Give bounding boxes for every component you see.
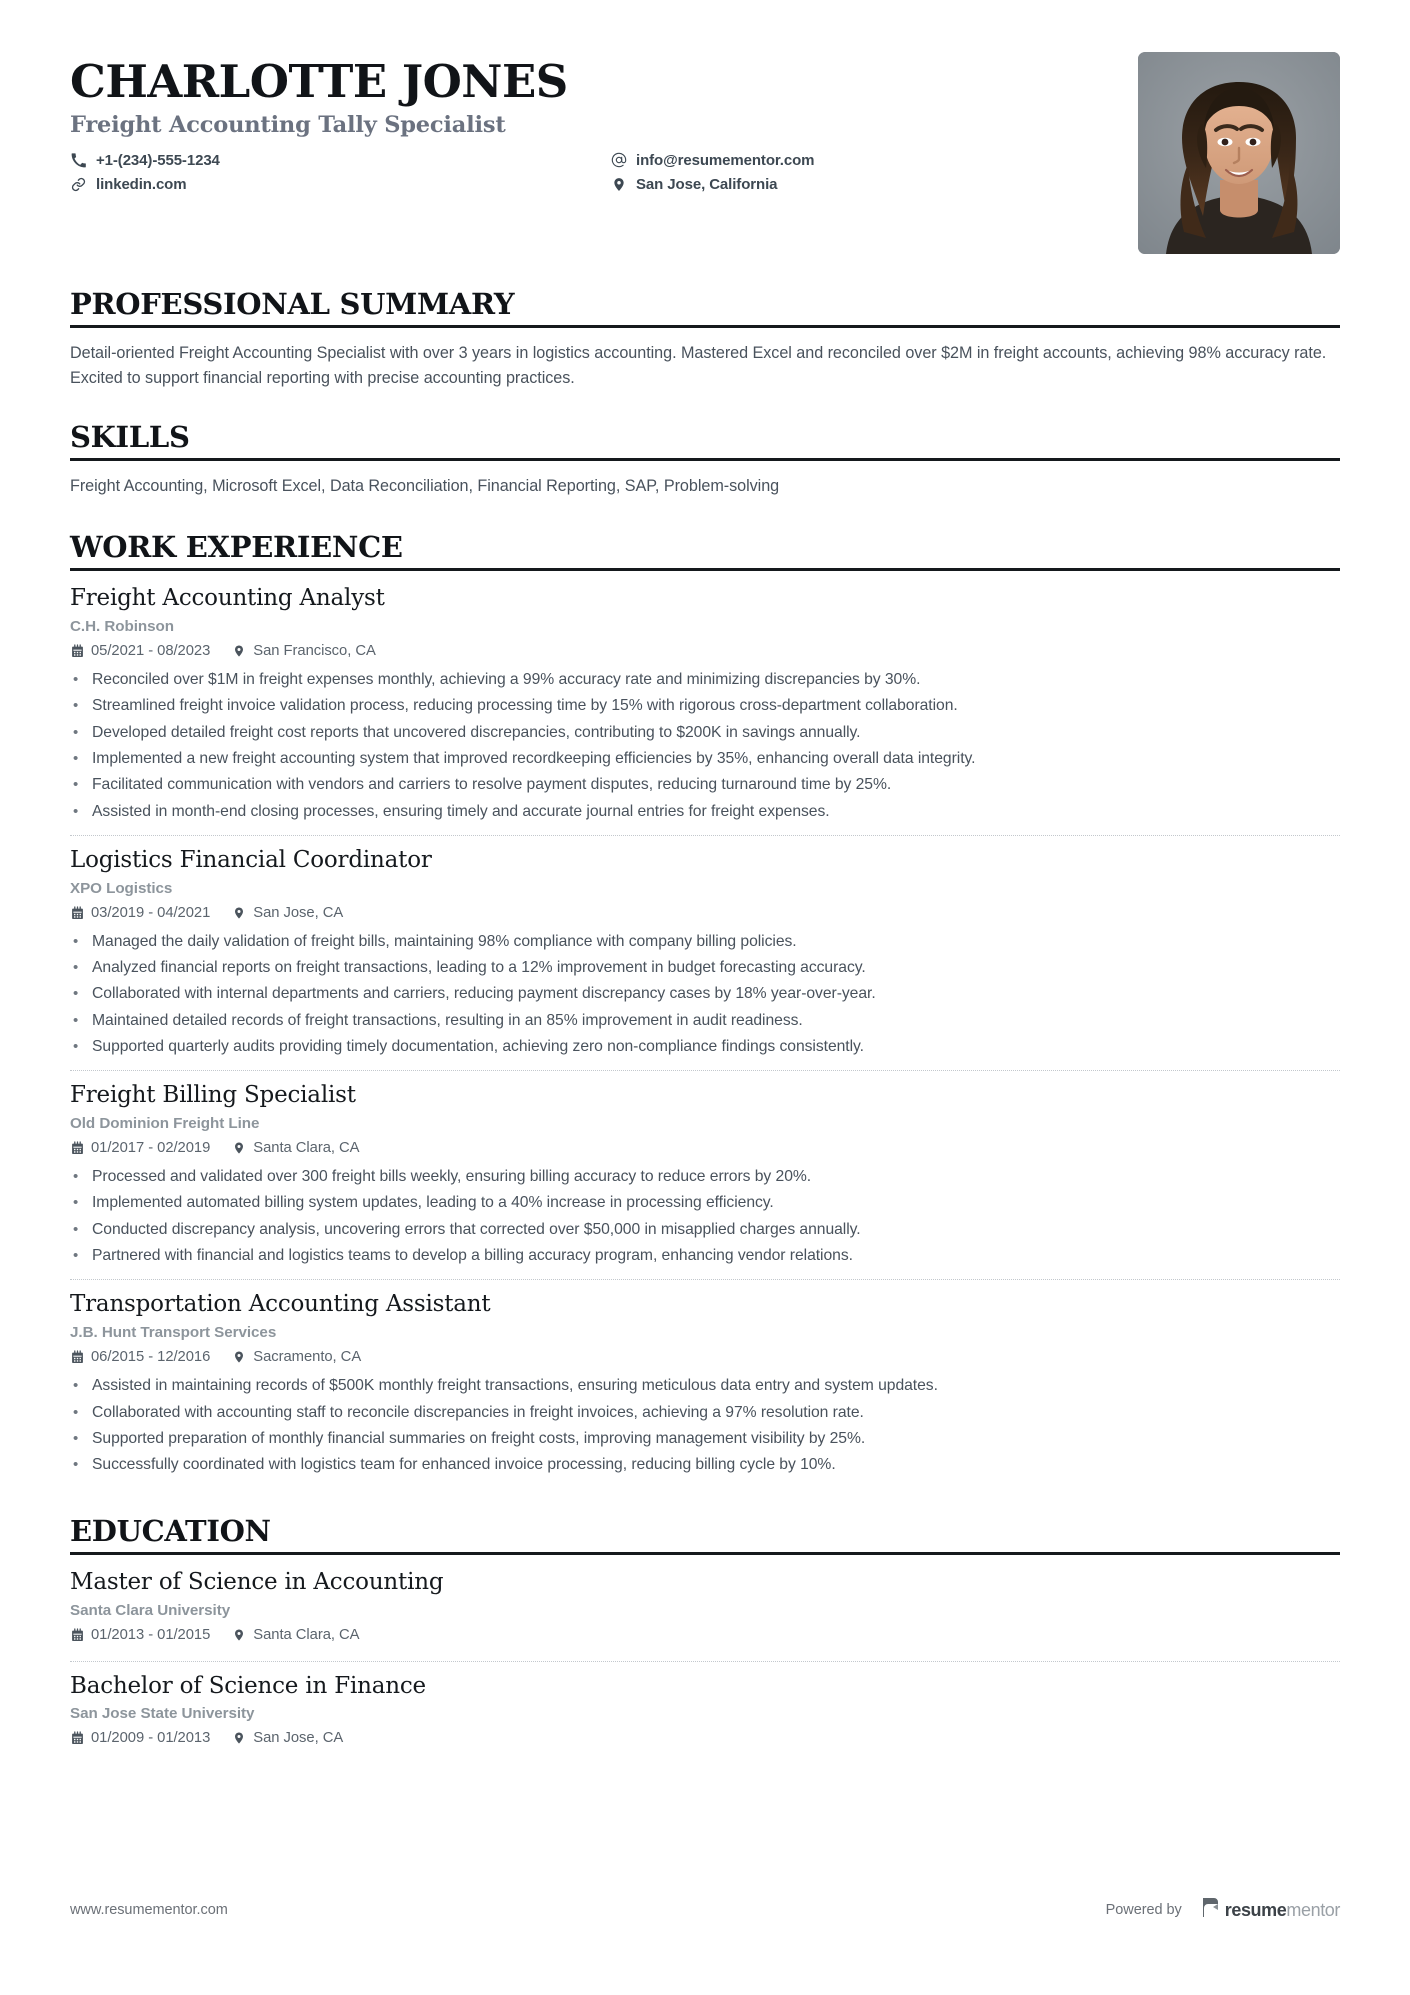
bullet-marker: • xyxy=(73,1038,79,1056)
bullet-text: Supported quarterly audits providing timely documentation, achieving zero non-compliance findings consistently. xyxy=(92,1038,864,1056)
education-entry-title: Master of Science in Accounting xyxy=(70,1568,444,1595)
link-icon xyxy=(70,177,87,192)
experience-entry-organization: Old Dominion Freight Line xyxy=(70,1115,260,1133)
header-left xyxy=(70,52,1138,193)
bullet-marker: • xyxy=(73,985,79,1003)
bullet-text: Implemented a new freight accounting system that improved recordkeeping efficiencies by 35%, enhancing overall data integrity. xyxy=(92,750,976,768)
map-pin-icon xyxy=(232,906,246,920)
experience-entry-dates-text: 05/2021 - 08/2023 xyxy=(91,643,211,660)
bullet-item xyxy=(70,668,1340,694)
resume-footer xyxy=(70,1897,1340,1923)
skills-text: Freight Accounting, Microsoft Excel, Data Reconciliation, Financial Reporting, SAP, Problem-solving xyxy=(70,477,780,496)
bullet-marker: • xyxy=(73,1429,79,1447)
bullet-item xyxy=(70,1191,1340,1217)
section-title-education: EDUCATION xyxy=(70,1513,271,1548)
bullet-marker: • xyxy=(73,932,79,950)
at-sign-icon xyxy=(610,152,627,168)
bullet-text: Collaborated with accounting staff to reconcile discrepancies in freight invoices, achieving a 97% resolution rate. xyxy=(92,1403,864,1421)
contact-column-left xyxy=(70,152,610,193)
experience-entry-location xyxy=(232,1140,359,1156)
bullet-marker: • xyxy=(73,1220,79,1238)
bullet-marker: • xyxy=(73,697,79,715)
experience-entry-meta xyxy=(70,1349,1340,1365)
bullet-marker: • xyxy=(73,723,79,741)
contact-phone[interactable] xyxy=(70,152,610,169)
education-entry-dates xyxy=(70,1627,210,1643)
calendar-icon xyxy=(70,1731,84,1745)
experience-entry-title: Logistics Financial Coordinator xyxy=(70,847,432,873)
map-pin-icon xyxy=(232,1731,246,1745)
experience-entry-dates-text: 03/2019 - 04/2021 xyxy=(91,904,211,921)
bullet-item xyxy=(70,1218,1340,1244)
brand-text-light: mentor xyxy=(1286,1900,1340,1920)
education-entry xyxy=(70,1661,1340,1747)
experience-entry-location xyxy=(232,643,376,659)
bullet-item xyxy=(70,1427,1340,1453)
experience-entry-dates xyxy=(70,905,210,921)
candidate-name: CHARLOTTE JONES xyxy=(70,55,568,108)
bullet-text: Conducted discrepancy analysis, uncovering errors that corrected over $50,000 in misapplied charges annually. xyxy=(92,1220,861,1238)
section-title-experience: WORK EXPERIENCE xyxy=(70,529,403,564)
section-skills xyxy=(70,421,1340,499)
education-entry-dates-text: 01/2009 - 01/2013 xyxy=(91,1730,211,1747)
calendar-icon xyxy=(70,1141,84,1155)
bullet-item xyxy=(70,930,1340,956)
bullet-text: Developed detailed freight cost reports that uncovered discrepancies, contributing to $200K in savings annually. xyxy=(92,723,861,741)
education-entry-meta xyxy=(70,1627,1340,1643)
calendar-icon xyxy=(70,644,84,658)
experience-entry-bullets xyxy=(70,1165,1340,1270)
contact-grid xyxy=(70,152,1138,193)
bullet-text: Supported preparation of monthly financial summaries on freight costs, improving management visibility by 25%. xyxy=(92,1429,866,1447)
experience-entry-dates xyxy=(70,1140,210,1156)
footer-url[interactable]: www.resumementor.com xyxy=(70,1902,228,1918)
calendar-icon xyxy=(70,1350,84,1364)
map-pin-icon xyxy=(232,1141,246,1155)
bullet-item xyxy=(70,1244,1340,1270)
contact-location xyxy=(610,176,814,193)
bullet-text: Implemented automated billing system updates, leading to a 40% increase in processing efficiency. xyxy=(92,1194,774,1212)
education-entry xyxy=(70,1568,1340,1661)
experience-entry-dates-text: 06/2015 - 12/2016 xyxy=(91,1349,211,1366)
section-rule-education xyxy=(70,1552,1340,1555)
bullet-text: Facilitated communication with vendors and carriers to resolve payment disputes, reducing turnaround time by 25%. xyxy=(92,776,892,794)
brand-text-bold: resume xyxy=(1224,1900,1287,1920)
bullet-marker: • xyxy=(73,802,79,820)
bullet-item xyxy=(70,694,1340,720)
bookmark-icon xyxy=(1202,1897,1219,1923)
bullet-text: Processed and validated over 300 freight bills weekly, ensuring billing accuracy to reduce errors by 20%. xyxy=(92,1168,812,1186)
experience-entry-location-text: Sacramento, CA xyxy=(253,1349,362,1366)
education-entry-dates xyxy=(70,1730,210,1746)
bullet-text: Streamlined freight invoice validation process, reducing processing time by 15% with rigorous cross-department collaboration. xyxy=(92,697,958,715)
section-rule-experience xyxy=(70,568,1340,571)
contact-linkedin-text: linkedin.com xyxy=(96,175,187,193)
experience-entry xyxy=(70,835,1340,1070)
experience-entry xyxy=(70,1070,1340,1279)
experience-entry-dates xyxy=(70,1349,210,1365)
candidate-job-title: Freight Accounting Tally Specialist xyxy=(70,111,506,138)
experience-entry-organization: XPO Logistics xyxy=(70,879,173,897)
resume-header xyxy=(70,52,1340,254)
phone-icon xyxy=(70,153,87,168)
bullet-item xyxy=(70,1374,1340,1400)
experience-entry-meta xyxy=(70,1140,1340,1156)
experience-entry-bullets xyxy=(70,1374,1340,1479)
bullet-item xyxy=(70,1035,1340,1061)
bullet-text: Partnered with financial and logistics teams to develop a billing accuracy program, enhancing vendor relations. xyxy=(92,1247,853,1265)
experience-entry-dates xyxy=(70,643,210,659)
experience-entry xyxy=(70,1279,1340,1488)
bullet-marker: • xyxy=(73,1011,79,1029)
summary-text: Detail-oriented Freight Accounting Specialist with over 3 years in logistics accounting. Mastered Excel and reconciled over $2M in freight accounts, achieving 98% accuracy rate. Excited to support financial reporting with precise accounting practices. xyxy=(70,344,1327,388)
bullet-text: Assisted in maintaining records of $500K monthly freight transactions, ensuring meticulous data entry and system updates. xyxy=(92,1377,938,1395)
calendar-icon xyxy=(70,906,84,920)
experience-entry-bullets xyxy=(70,668,1340,826)
education-entry-organization: Santa Clara University xyxy=(70,1601,231,1619)
experience-list xyxy=(70,584,1340,1488)
bullet-text: Maintained detailed records of freight transactions, resulting in an 85% improvement in audit readiness. xyxy=(92,1011,803,1029)
experience-entry-location-text: San Jose, CA xyxy=(253,904,344,921)
bullet-item xyxy=(70,1453,1340,1479)
experience-entry xyxy=(70,584,1340,835)
bullet-item xyxy=(70,800,1340,826)
experience-entry-meta xyxy=(70,905,1340,921)
bullet-item xyxy=(70,1165,1340,1191)
bullet-marker: • xyxy=(73,959,79,977)
map-pin-icon xyxy=(232,1350,246,1364)
brand-wordmark xyxy=(1225,1901,1340,1919)
powered-by-label: Powered by xyxy=(1105,1902,1182,1918)
experience-entry-organization: C.H. Robinson xyxy=(70,618,174,636)
experience-entry-location-text: Santa Clara, CA xyxy=(253,1140,360,1157)
section-rule-skills xyxy=(70,458,1340,461)
map-pin-icon xyxy=(232,644,246,658)
experience-entry-title: Freight Billing Specialist xyxy=(70,1082,356,1109)
bullet-marker: • xyxy=(73,776,79,794)
bullet-item xyxy=(70,721,1340,747)
experience-entry-dates-text: 01/2017 - 02/2019 xyxy=(91,1140,211,1157)
contact-email-text: info@resumementor.com xyxy=(636,151,815,169)
bullet-marker: • xyxy=(73,1168,79,1186)
bullet-marker: • xyxy=(73,1377,79,1395)
section-professional-summary xyxy=(70,288,1340,391)
bullet-marker: • xyxy=(73,1247,79,1265)
education-entry-location xyxy=(232,1627,359,1643)
bullet-marker: • xyxy=(73,1194,79,1212)
section-rule-summary xyxy=(70,325,1340,328)
bullet-marker: • xyxy=(73,671,79,689)
bullet-item xyxy=(70,956,1340,982)
section-work-experience xyxy=(70,531,1340,1489)
bullet-marker: • xyxy=(73,1456,79,1474)
candidate-photo xyxy=(1138,52,1340,254)
experience-entry-location xyxy=(232,905,343,921)
bullet-text: Assisted in month-end closing processes, ensuring timely and accurate journal entries for freight expenses. xyxy=(92,802,830,820)
education-entry-organization: San Jose State University xyxy=(70,1705,255,1723)
experience-entry-organization: J.B. Hunt Transport Services xyxy=(70,1324,277,1342)
education-entry-location-text: San Jose, CA xyxy=(253,1730,344,1747)
bullet-item xyxy=(70,773,1340,799)
experience-entry-title: Freight Accounting Analyst xyxy=(70,585,385,612)
education-entry-location-text: Santa Clara, CA xyxy=(253,1626,360,1643)
experience-entry-location-text: San Francisco, CA xyxy=(253,643,376,660)
education-entry-title: Bachelor of Science in Finance xyxy=(70,1672,426,1699)
contact-email[interactable] xyxy=(610,152,814,169)
experience-entry-bullets xyxy=(70,930,1340,1062)
bullet-text: Reconciled over $1M in freight expenses monthly, achieving a 99% accuracy rate and minimizing discrepancies by 30%. xyxy=(92,671,921,689)
bullet-marker: • xyxy=(73,1403,79,1421)
experience-entry-meta xyxy=(70,643,1340,659)
bullet-text: Successfully coordinated with logistics team for enhanced invoice processing, reducing billing cycle by 10%. xyxy=(92,1456,836,1474)
section-education xyxy=(70,1515,1340,1747)
experience-entry-title: Transportation Accounting Assistant xyxy=(70,1291,491,1318)
footer-branding xyxy=(1106,1897,1340,1923)
bullet-text: Analyzed financial reports on freight transactions, leading to a 12% improvement in budget forecasting accuracy. xyxy=(92,959,866,977)
education-entry-meta xyxy=(70,1730,1340,1746)
education-list xyxy=(70,1568,1340,1747)
contact-location-text: San Jose, California xyxy=(636,175,778,193)
bullet-marker: • xyxy=(73,750,79,768)
map-pin-icon xyxy=(232,1628,246,1642)
section-title-skills: SKILLS xyxy=(70,419,190,454)
bullet-text: Collaborated with internal departments and carriers, reducing payment discrepancy cases by 18% year-over-year. xyxy=(92,985,876,1003)
bullet-item xyxy=(70,1401,1340,1427)
bullet-item xyxy=(70,1009,1340,1035)
section-title-summary: PROFESSIONAL SUMMARY xyxy=(70,287,515,321)
education-entry-location xyxy=(232,1730,343,1746)
calendar-icon xyxy=(70,1628,84,1642)
resumementor-logo xyxy=(1202,1897,1340,1923)
experience-entry-location xyxy=(232,1349,361,1365)
education-entry-dates-text: 01/2013 - 01/2015 xyxy=(91,1626,211,1643)
map-pin-icon xyxy=(610,177,627,192)
contact-linkedin[interactable] xyxy=(70,176,610,193)
contact-phone-text: +1-(234)-555-1234 xyxy=(96,151,220,169)
bullet-text: Managed the daily validation of freight bills, maintaining 98% compliance with company billing policies. xyxy=(92,932,797,950)
bullet-item xyxy=(70,982,1340,1008)
contact-column-right xyxy=(610,152,814,193)
bullet-item xyxy=(70,747,1340,773)
